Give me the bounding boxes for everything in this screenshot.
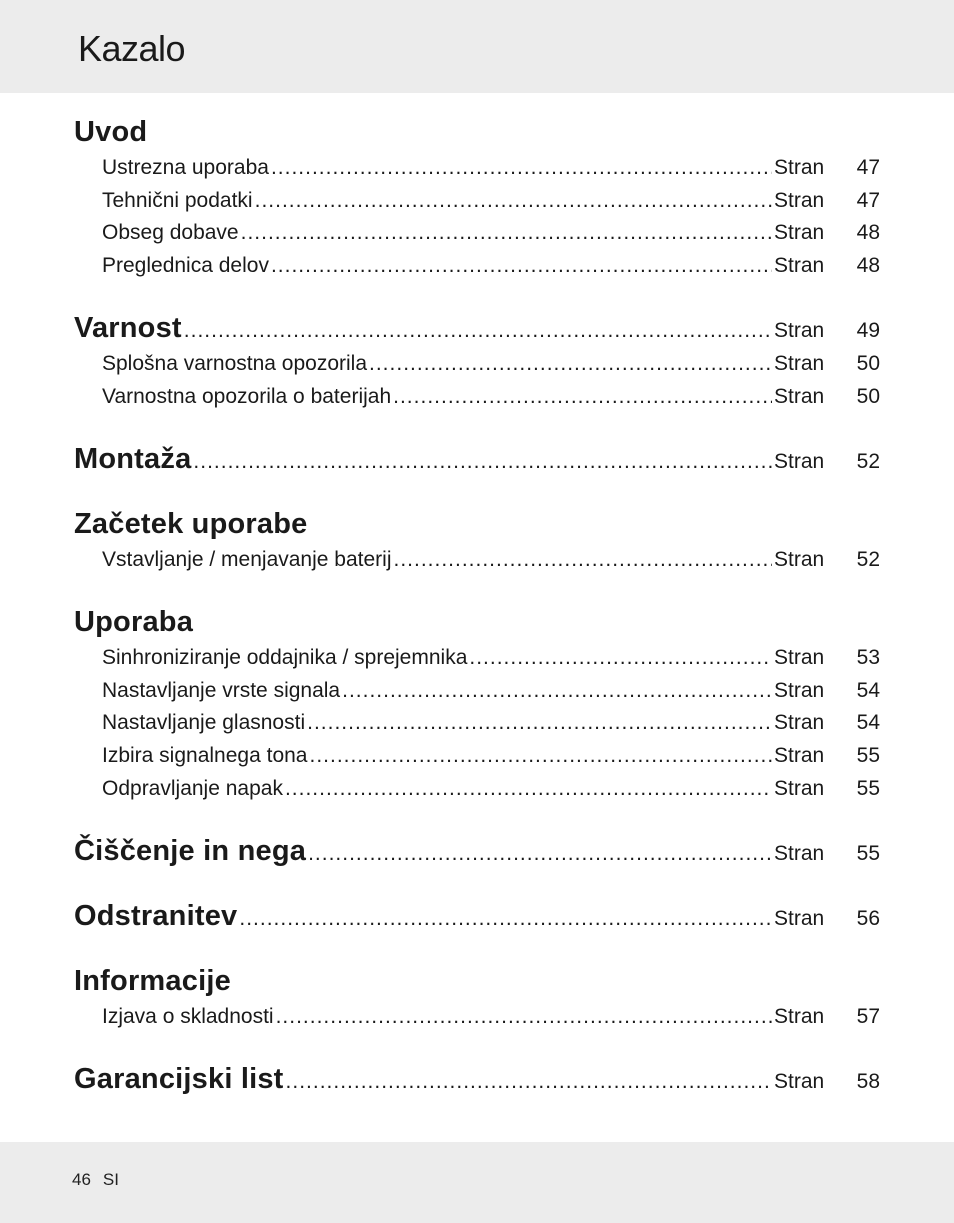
toc-entry[interactable] bbox=[74, 221, 880, 249]
toc-heading-label: Varnost bbox=[74, 312, 182, 344]
toc-heading-label: Informacije bbox=[74, 965, 231, 997]
toc-entry-label: Sinhroniziranje oddajnika / sprejemnika bbox=[102, 646, 468, 669]
page-word: Stran bbox=[774, 254, 825, 277]
toc-entry-label: Tehnični podatki bbox=[102, 189, 253, 212]
toc-entry-label: Preglednica delov bbox=[102, 254, 269, 277]
footer-language: SI bbox=[102, 1170, 119, 1189]
page-word: Stran bbox=[774, 646, 825, 669]
page-word: Stran bbox=[774, 1070, 825, 1093]
leader-dots bbox=[255, 189, 772, 213]
toc-entry-label: Splošna varnostna opozorila bbox=[102, 352, 368, 375]
page-word: Stran bbox=[774, 385, 825, 408]
page-title: Kazalo bbox=[78, 28, 186, 69]
toc-heading[interactable] bbox=[74, 508, 880, 544]
page-word: Stran bbox=[774, 744, 825, 767]
toc-entry[interactable] bbox=[74, 646, 880, 674]
page-number: 50 bbox=[856, 352, 880, 375]
toc-heading-label: Uporaba bbox=[74, 606, 194, 638]
page-number: 52 bbox=[856, 450, 880, 473]
page-number: 57 bbox=[856, 1005, 880, 1028]
page-word: Stran bbox=[774, 842, 825, 865]
leader-dots bbox=[308, 842, 772, 866]
toc-heading[interactable] bbox=[74, 900, 880, 936]
toc-heading-label: Montaža bbox=[74, 443, 192, 475]
page-footer bbox=[72, 1170, 131, 1190]
toc-entry-label: Izbira signalnega tona bbox=[102, 744, 308, 767]
page-word: Stran bbox=[774, 711, 825, 734]
toc-entry[interactable] bbox=[74, 156, 880, 184]
toc-entry[interactable] bbox=[74, 711, 880, 739]
toc-heading[interactable] bbox=[74, 835, 880, 871]
page-word: Stran bbox=[774, 1005, 825, 1028]
toc-entry[interactable] bbox=[74, 1005, 880, 1033]
page-number: 58 bbox=[856, 1070, 880, 1093]
leader-dots bbox=[286, 1070, 772, 1094]
toc-heading-label: Začetek uporabe bbox=[74, 508, 308, 540]
page-number: 55 bbox=[856, 842, 880, 865]
toc-heading[interactable] bbox=[74, 312, 880, 348]
page-number: 54 bbox=[856, 711, 880, 734]
toc-heading[interactable] bbox=[74, 443, 880, 479]
leader-dots bbox=[239, 907, 772, 931]
page-number: 53 bbox=[856, 646, 880, 669]
leader-dots bbox=[369, 352, 772, 376]
toc-entry-label: Nastavljanje vrste signala bbox=[102, 679, 341, 702]
toc-entry[interactable] bbox=[74, 679, 880, 707]
toc-entry[interactable] bbox=[74, 777, 880, 805]
leader-dots bbox=[393, 385, 772, 409]
toc-entry[interactable] bbox=[74, 385, 880, 413]
toc-entry-label: Izjava o skladnosti bbox=[102, 1005, 274, 1028]
leader-dots bbox=[193, 450, 772, 474]
toc-heading-label: Uvod bbox=[74, 116, 148, 148]
page-number: 55 bbox=[856, 744, 880, 767]
footer-page-number: 46 bbox=[72, 1170, 91, 1189]
leader-dots bbox=[276, 1005, 772, 1029]
toc-entry[interactable] bbox=[74, 744, 880, 772]
toc-entry-label: Vstavljanje / menjavanje baterij bbox=[102, 548, 392, 571]
page-word: Stran bbox=[774, 221, 825, 244]
page-number: 54 bbox=[856, 679, 880, 702]
toc-entry-label: Nastavljanje glasnosti bbox=[102, 711, 306, 734]
page-number: 50 bbox=[856, 385, 880, 408]
page-number: 55 bbox=[856, 777, 880, 800]
leader-dots bbox=[184, 319, 772, 343]
toc-entry[interactable] bbox=[74, 254, 880, 282]
leader-dots bbox=[307, 711, 772, 735]
page-number: 56 bbox=[856, 907, 880, 930]
page-number: 47 bbox=[856, 156, 880, 179]
leader-dots bbox=[241, 221, 772, 245]
leader-dots bbox=[309, 744, 772, 768]
footer-band bbox=[0, 1142, 954, 1223]
leader-dots bbox=[285, 777, 772, 801]
page-word: Stran bbox=[774, 679, 825, 702]
leader-dots bbox=[271, 254, 772, 278]
toc-heading-label: Odstranitev bbox=[74, 900, 238, 932]
page-word: Stran bbox=[774, 319, 825, 342]
toc-entry[interactable] bbox=[74, 189, 880, 217]
leader-dots bbox=[342, 679, 772, 703]
toc-entry-label: Odpravljanje napak bbox=[102, 777, 283, 800]
toc-heading[interactable] bbox=[74, 1063, 880, 1099]
toc-entry[interactable] bbox=[74, 352, 880, 380]
page-word: Stran bbox=[774, 548, 825, 571]
page-word: Stran bbox=[774, 189, 825, 212]
toc-heading[interactable] bbox=[74, 606, 880, 642]
page-number: 48 bbox=[856, 254, 880, 277]
toc-entry-label: Obseg dobave bbox=[102, 221, 239, 244]
toc-heading-label: Čiščenje in nega bbox=[74, 835, 307, 867]
toc-heading[interactable] bbox=[74, 116, 880, 152]
toc-heading-label: Garancijski list bbox=[74, 1063, 284, 1095]
page-word: Stran bbox=[774, 352, 825, 375]
page-number: 52 bbox=[856, 548, 880, 571]
page-word: Stran bbox=[774, 777, 825, 800]
page-number: 47 bbox=[856, 189, 880, 212]
leader-dots bbox=[394, 548, 773, 572]
toc-entry-label: Ustrezna uporaba bbox=[102, 156, 269, 179]
page-word: Stran bbox=[774, 450, 825, 473]
toc-entry[interactable] bbox=[74, 548, 880, 576]
leader-dots bbox=[469, 646, 772, 670]
toc-heading[interactable] bbox=[74, 965, 880, 1001]
toc-entry-label: Varnostna opozorila o baterijah bbox=[102, 385, 392, 408]
leader-dots bbox=[271, 156, 772, 180]
page-word: Stran bbox=[774, 907, 825, 930]
page-word: Stran bbox=[774, 156, 825, 179]
page-number: 49 bbox=[856, 319, 880, 342]
page-number: 48 bbox=[856, 221, 880, 244]
